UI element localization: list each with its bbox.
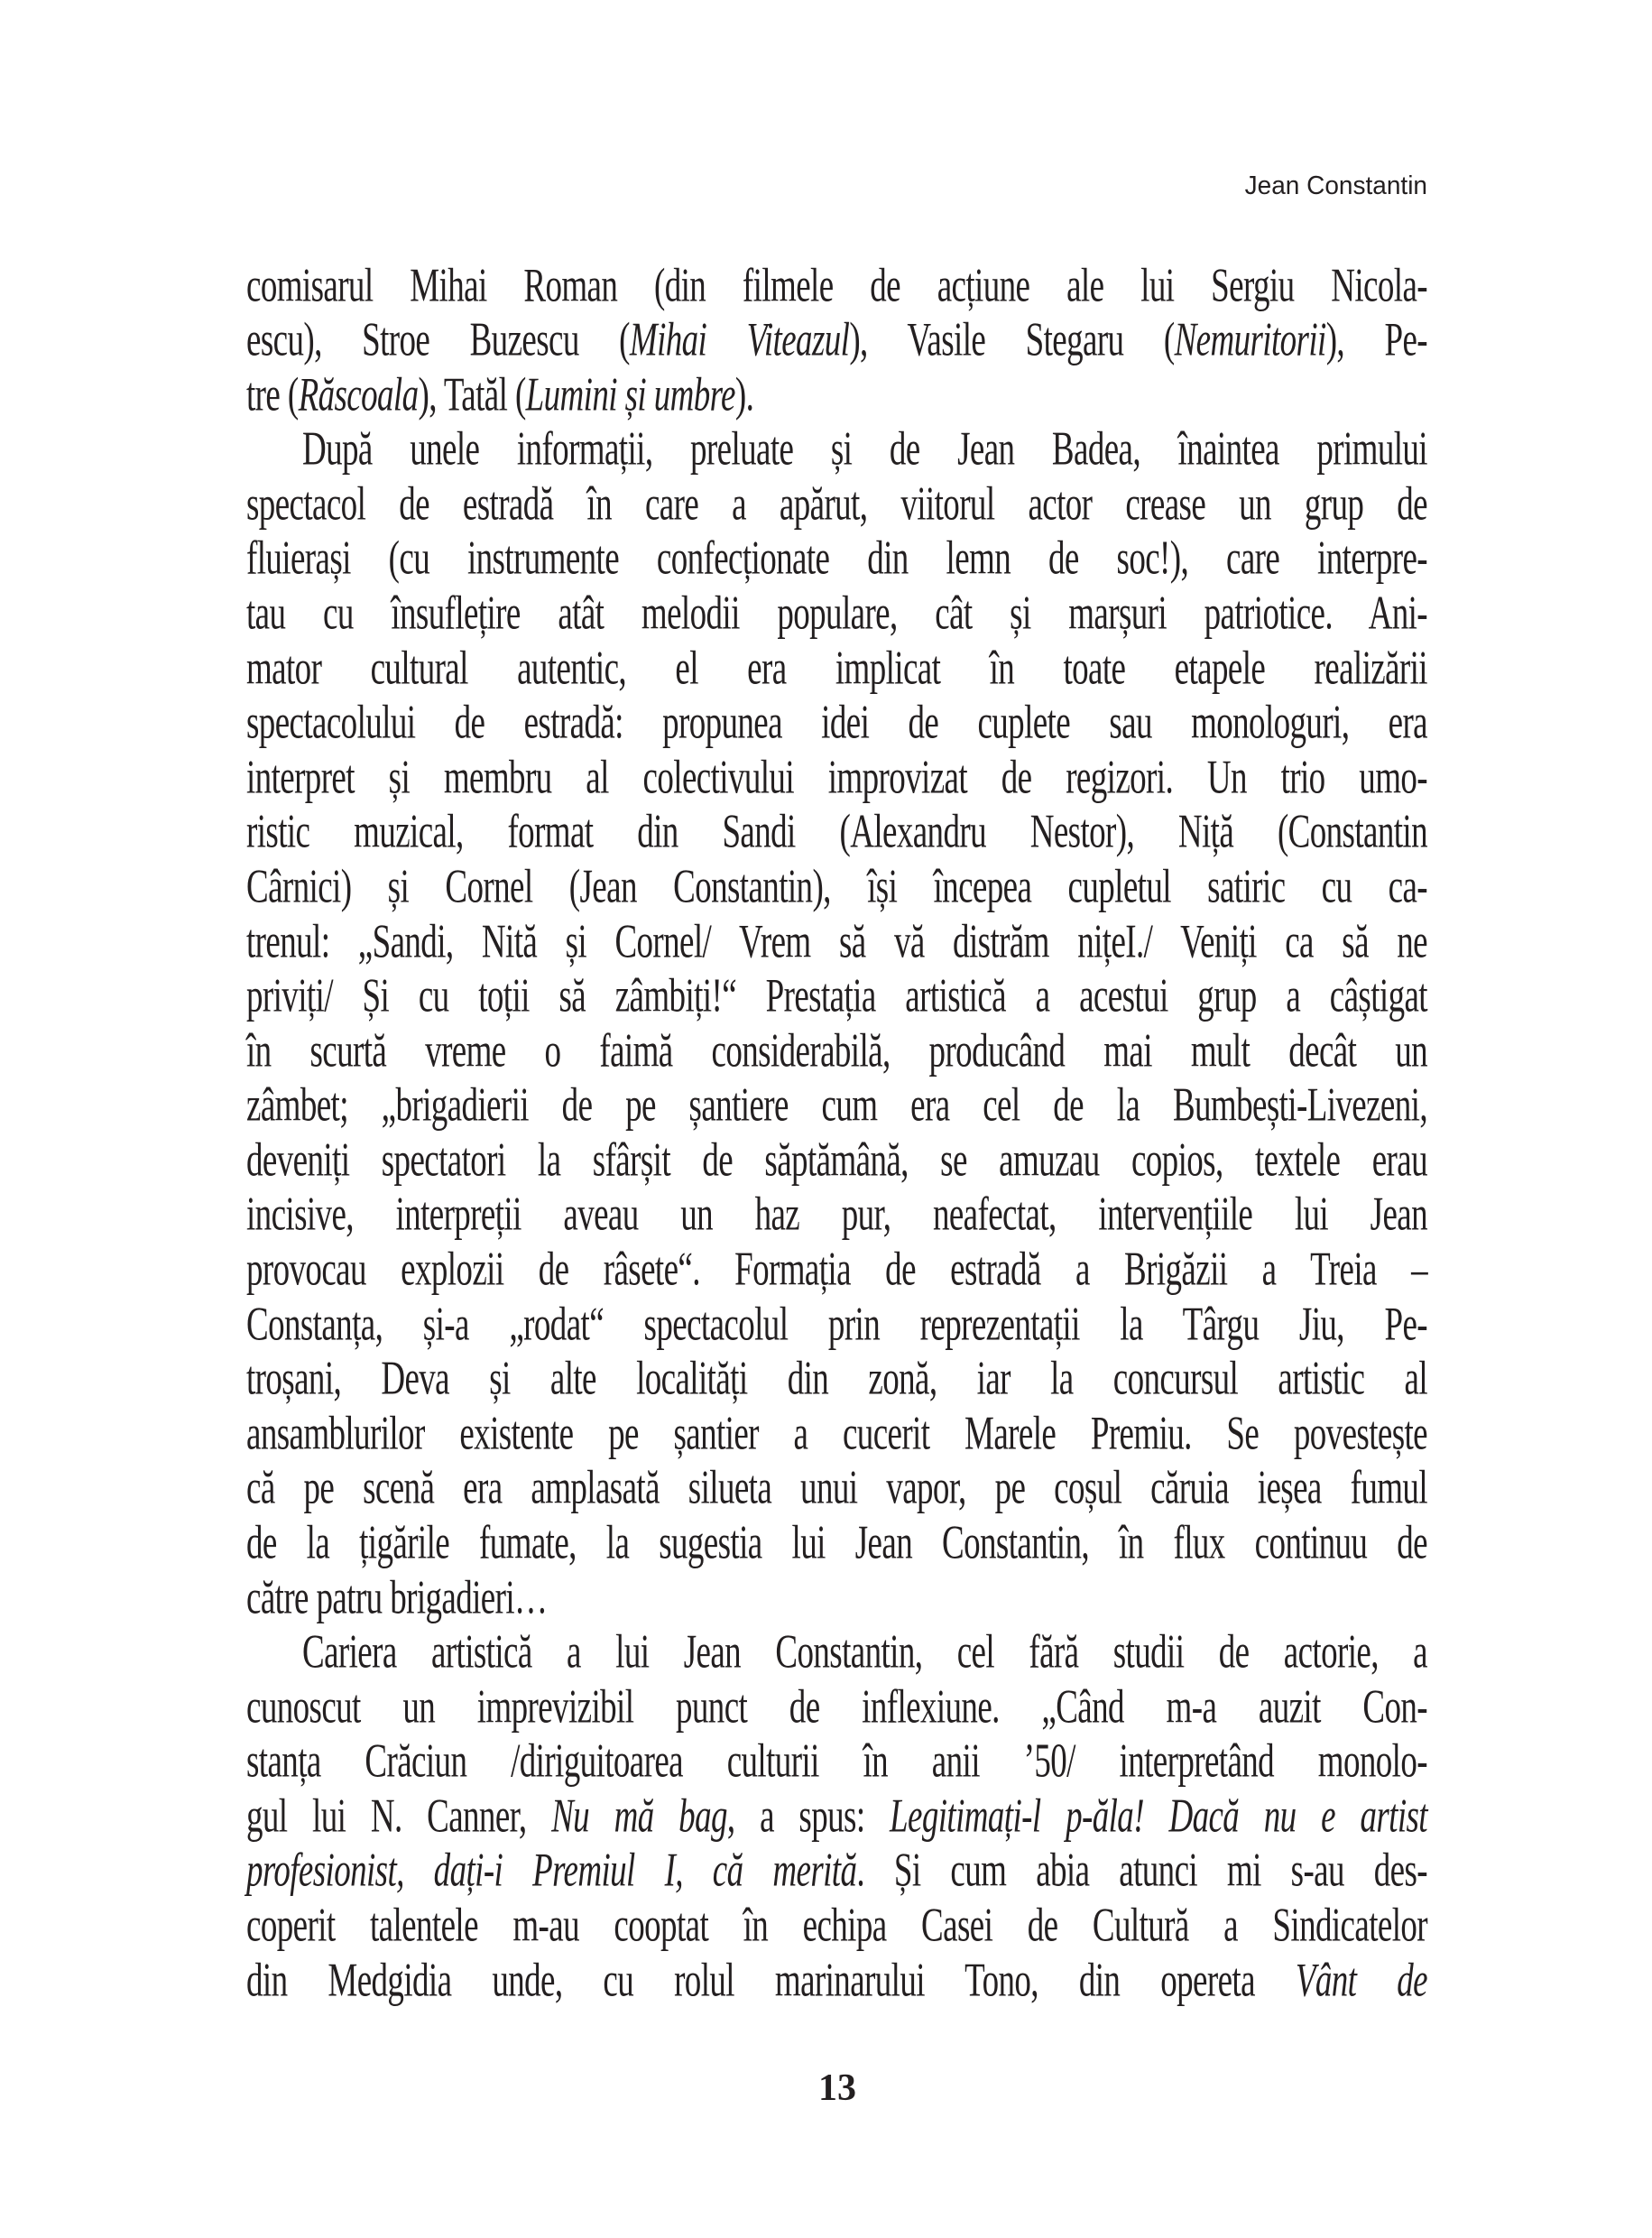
text-line bbox=[246, 1737, 1427, 1789]
text-line bbox=[246, 1355, 1427, 1406]
text-line bbox=[246, 315, 1427, 366]
text-segment: După unele informații, preluate și de Jean Badea, înaintea primului bbox=[302, 423, 1427, 476]
film-title: Răscoala bbox=[298, 368, 419, 421]
text-segment: priviți/ Și cu toții să zâmbiți!“ Prestația artistică a acestui grup a câștigat bbox=[246, 970, 1427, 1023]
text-line bbox=[246, 1409, 1427, 1460]
text-line bbox=[246, 1464, 1427, 1515]
text-segment: în scurtă vreme o faimă considerabilă, producând mai mult decât un bbox=[246, 1024, 1427, 1077]
text-segment: că pe scenă era amplasată silueta unui vapor, pe coșul căruia ieșea fumul bbox=[246, 1462, 1427, 1515]
text-segment: escu), Stroe Buzescu ( bbox=[246, 314, 630, 367]
text-line bbox=[246, 588, 1427, 640]
text-segment: tau cu însuflețire atât melodii populare, cât și marșuri patriotice. Ani- bbox=[246, 587, 1427, 641]
work-title: Vânt de bbox=[1295, 1954, 1427, 2007]
text-line bbox=[246, 1900, 1427, 1952]
text-segment: trenul: „Sandi, Nită și Cornel/ Vrem să vă distrăm nițeI./ Veniți ca să ne bbox=[246, 915, 1427, 968]
text-line bbox=[246, 1846, 1427, 1898]
text-segment: ). bbox=[734, 368, 754, 421]
text-line bbox=[246, 1299, 1427, 1351]
text-segment: comisarul Mihai Roman (din filmele de acțiune ale lui Sergiu Nicola- bbox=[246, 259, 1427, 312]
quote-italic: Legitimați-l p-ăla! Dacă nu e artist bbox=[890, 1789, 1427, 1843]
text-line bbox=[246, 643, 1427, 695]
text-segment: coperit talentele m-au cooptat în echipa Casei de Cultură a Sindicatelor bbox=[246, 1899, 1427, 1953]
text-segment: spectacol de estradă în care a apărut, viitorul actor crease un grup de bbox=[246, 477, 1427, 531]
film-title: Nemuritorii bbox=[1174, 314, 1326, 367]
text-segment: Cariera artistică a lui Jean Constantin, cel fără studii de actorie, a bbox=[302, 1626, 1427, 1679]
text-segment: Cârnici) și Cornel (Jean Constantin), își începea cupletul satiric cu ca- bbox=[246, 860, 1427, 914]
text-line bbox=[246, 370, 1427, 421]
text-line bbox=[246, 1682, 1427, 1734]
text-line bbox=[246, 1244, 1427, 1296]
text-segment: interpret și membru al colectivului improvizat de regizori. Un trio umo- bbox=[246, 751, 1427, 804]
text-line bbox=[246, 1791, 1427, 1843]
text-line bbox=[246, 808, 1427, 859]
text-segment: tre ( bbox=[246, 368, 299, 421]
text-line bbox=[246, 1081, 1427, 1133]
text-line bbox=[246, 425, 1427, 476]
text-line bbox=[246, 1627, 1427, 1678]
text-line bbox=[246, 534, 1427, 586]
text-segment: troșani, Deva și alte localități din zonă, iar la concursul artistic al bbox=[246, 1353, 1427, 1406]
text-segment: incisive, interpreții aveau un haz pur, neafectat, intervențiile lui Jean bbox=[246, 1188, 1427, 1242]
film-title: Lumini și umbre bbox=[525, 368, 735, 421]
text-line bbox=[246, 1956, 1427, 2007]
film-title: Mihai Viteazul bbox=[629, 314, 850, 367]
text-segment: provocau explozii de râsete“. Formația de estradă a Brigăzii a Treia – bbox=[246, 1243, 1427, 1297]
work-title: Nu mă bag bbox=[551, 1789, 727, 1843]
text-line bbox=[246, 698, 1427, 750]
text-segment: gul lui N. Canner, bbox=[246, 1789, 552, 1843]
text-segment: de la țigările fumate, la sugestia lui Jean Constantin, în flux continuu de bbox=[246, 1516, 1427, 1570]
text-line bbox=[246, 917, 1427, 968]
text-segment: mator cultural autentic, el era implicat în toate etapele realizării bbox=[246, 642, 1427, 695]
text-segment: din Medgidia unde, cu rolul marinarului Tono, din opereta bbox=[246, 1954, 1296, 2007]
text-line bbox=[246, 862, 1427, 913]
text-segment: deveniți spectatori la sfârșit de săptămână, se amuzau copios, textele erau bbox=[246, 1133, 1427, 1187]
text-segment: , a spus: bbox=[726, 1789, 891, 1843]
text-segment: ), Vasile Stegaru ( bbox=[849, 314, 1175, 367]
text-line bbox=[246, 971, 1427, 1022]
text-segment: ), Pe- bbox=[1325, 314, 1427, 367]
text-segment: Constanța, și-a „rodat“ spectacolul prin reprezentații la Târgu Jiu, Pe- bbox=[246, 1298, 1427, 1351]
text-segment: către patru brigadieri… bbox=[246, 1571, 548, 1624]
text-segment: stanța Crăciun /diriguitoarea culturii în anii ’50/ interpretând monolo- bbox=[246, 1735, 1427, 1789]
text-line bbox=[246, 1573, 1427, 1624]
text-line bbox=[246, 753, 1427, 804]
text-segment: cunoscut un imprevizibil punct de inflexiune. „Când m-a auzit Con- bbox=[246, 1680, 1427, 1734]
running-head-title: Jean Constantin bbox=[1244, 171, 1427, 200]
text-line bbox=[246, 261, 1427, 312]
text-segment: zâmbet; „brigadierii de pe șantiere cum era cel de la Bumbești-Livezeni, bbox=[246, 1079, 1427, 1133]
text-line bbox=[246, 479, 1427, 531]
text-line bbox=[246, 1518, 1427, 1569]
text-segment: ristic muzical, format din Sandi (Alexandru Nestor), Niță (Constantin bbox=[246, 806, 1427, 859]
text-segment: . Și cum abia atunci mi s-au des- bbox=[856, 1845, 1427, 1898]
page-number: 13 bbox=[818, 2067, 856, 2109]
text-segment: ansamblurilor existente pe șantier a cucerit Marele Premiu. Se povestește bbox=[246, 1407, 1427, 1460]
text-line bbox=[246, 1190, 1427, 1242]
text-segment: fluierași (cu instrumente confecționate din lemn de soc!), care interpre- bbox=[246, 532, 1427, 586]
text-segment: spectacolului de estradă: propunea idei de cuplete sau monologuri, era bbox=[246, 697, 1427, 750]
text-segment: ), Tatăl ( bbox=[418, 368, 526, 421]
text-line bbox=[246, 1135, 1427, 1187]
quote-italic: profesionist, dați-i Premiul I, că merită bbox=[246, 1845, 857, 1898]
text-line bbox=[246, 1026, 1427, 1077]
